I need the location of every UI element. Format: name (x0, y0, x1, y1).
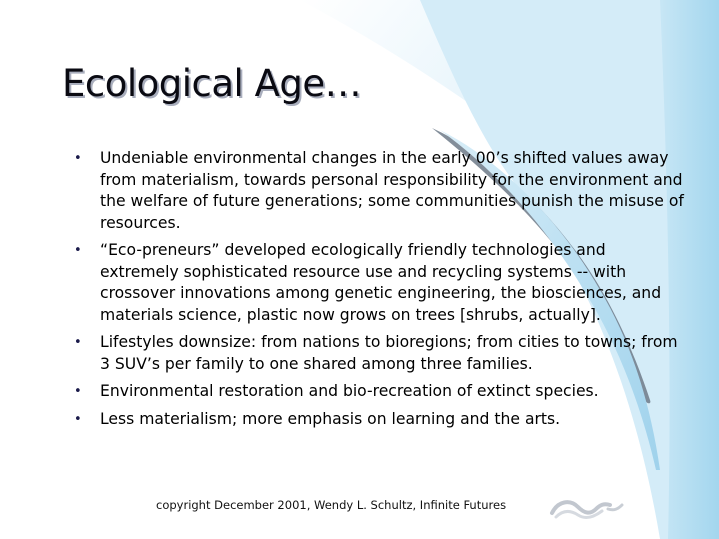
bullet-item (72, 240, 684, 326)
bullet-item (72, 148, 684, 234)
bullet-dot-icon: • (74, 151, 82, 166)
bullet-dot-icon: • (74, 411, 82, 427)
slide-title: Ecological Age… (62, 62, 362, 105)
bullet-dot-icon: • (74, 335, 82, 350)
bullet-text: Less materialism; more emphasis on learning and the arts. (100, 409, 561, 428)
copyright-footer: copyright December 2001, Wendy L. Schultz, Infinite Futures (156, 498, 507, 512)
infinite-futures-logo-icon (548, 493, 628, 523)
bullet-item (72, 409, 684, 431)
bullet-text: “Eco-preneurs” developed ecologically friendly technologies and extremely sophisticated resource use and recycling systems -- with crossover innovations among genetic engineering, the biosciences, and materials science, plastic now grows on trees [shrubs, actually]. (100, 241, 662, 324)
bullet-text: Environmental restoration and bio-recreation of extinct species. (100, 382, 599, 400)
bullet-text: Lifestyles downsize: from nations to bioregions; from cities to towns; from 3 SUV’s per family to one shared among three families. (100, 333, 678, 373)
bullet-item (72, 381, 684, 403)
bullet-dot-icon: • (74, 384, 82, 399)
bullet-text: Undeniable environmental changes in the early 00’s shifted values away from materialism, towards personal responsibility for the environment and the welfare of future generations; some communities punish the misuse of resources. (100, 149, 684, 232)
bullet-dot-icon: • (74, 243, 82, 258)
bullet-item (72, 332, 684, 375)
bullet-list (72, 148, 684, 436)
